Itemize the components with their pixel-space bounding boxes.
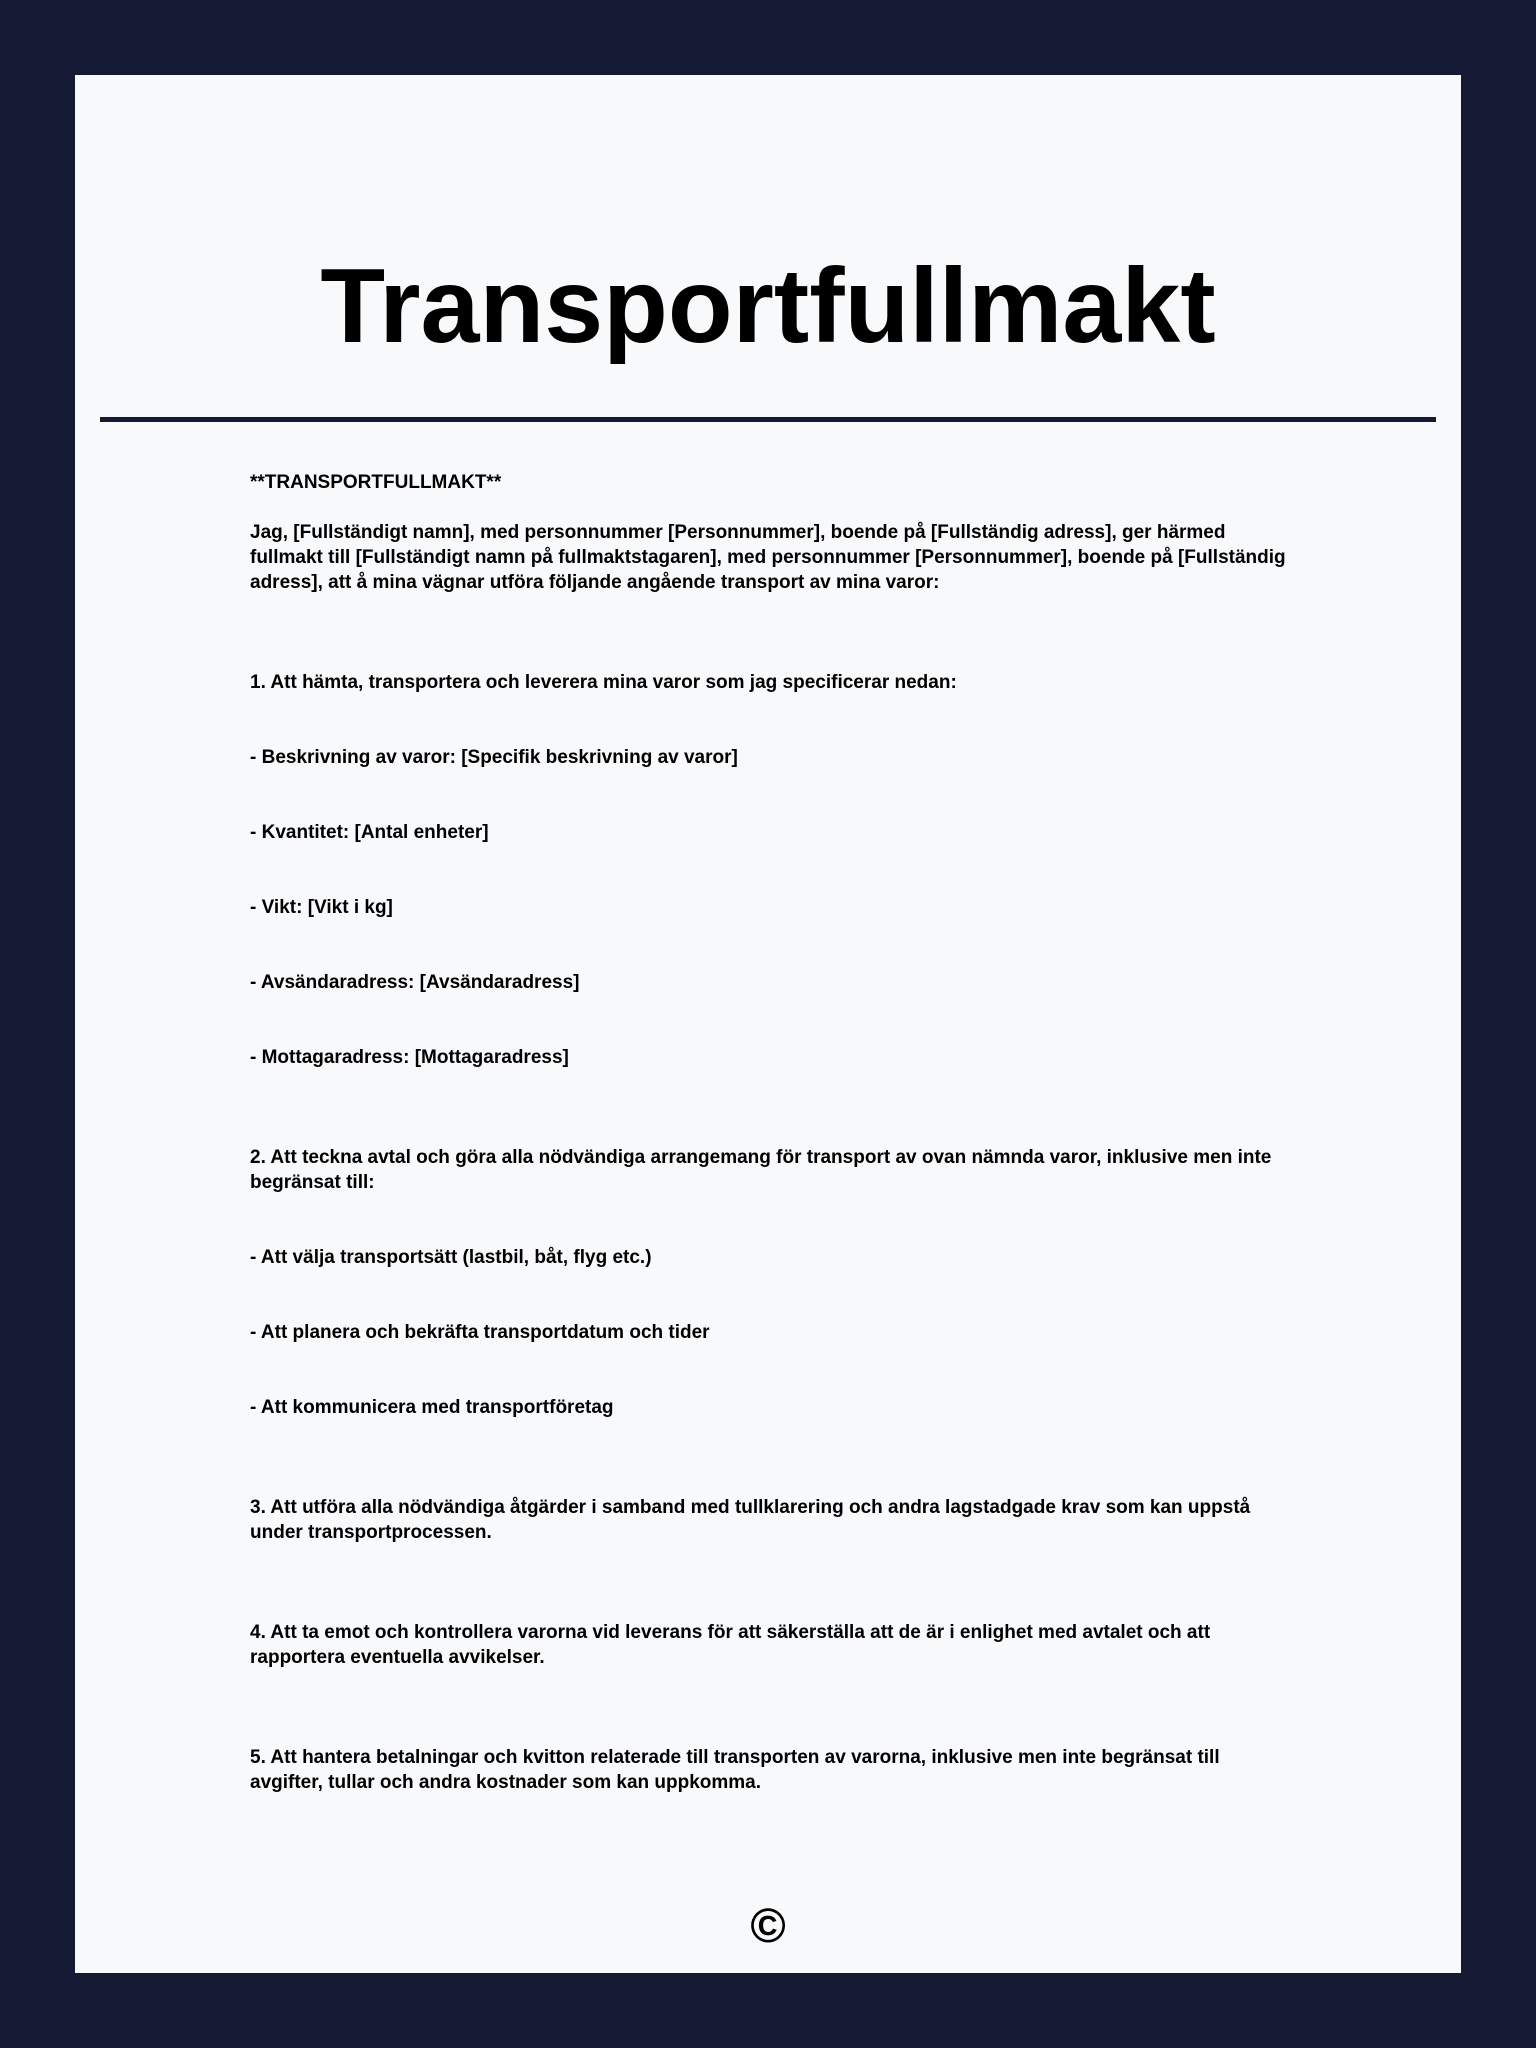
item-5: 5. Att hantera betalningar och kvitton relaterade till transporten av varorna, inklusive men inte begränsat till avgifter, tullar och andra kostnader som kan uppkomma. <box>250 1747 1220 1793</box>
item-3: 3. Att utföra alla nödvändiga åtgärder i samband med tullklarering och andra lagstadgade krav som kan uppstå under transportprocessen. <box>250 1497 1251 1543</box>
title-divider <box>100 417 1436 422</box>
item-1-detail: - Beskrivning av varor: [Specifik beskrivning av varor] <box>250 747 738 768</box>
item-1-detail: - Mottagaradress: [Mottagaradress] <box>250 1047 569 1068</box>
item-2-detail: - Att planera och bekräfta transportdatum och tider <box>250 1322 710 1343</box>
copyright-icon: © <box>750 1900 786 1953</box>
item-1: 1. Att hämta, transportera och leverera mina varor som jag specificerar nedan: <box>250 672 957 693</box>
item-4: 4. Att ta emot och kontrollera varorna vid leverans för att säkerställa att de är i enlighet med avtalet och att rapportera eventuella avvikelser. <box>250 1622 1211 1668</box>
item-2-detail: - Att kommunicera med transportföretag <box>250 1397 614 1418</box>
item-1-detail: - Avsändaradress: [Avsändaradress] <box>250 972 580 993</box>
document-heading: **TRANSPORTFULLMAKT** <box>250 472 502 493</box>
item-2: 2. Att teckna avtal och göra alla nödvändiga arrangemang för transport av ovan nämnda varor, inklusive men inte begränsat till: <box>250 1147 1272 1193</box>
document-title: Transportfullmakt <box>320 247 1216 365</box>
document-page <box>75 75 1461 1973</box>
item-1-detail: - Vikt: [Vikt i kg] <box>250 897 393 918</box>
item-1-detail: - Kvantitet: [Antal enheter] <box>250 822 489 843</box>
intro-paragraph: Jag, [Fullständigt namn], med personnummer [Personnummer], boende på [Fullständig adress], ger härmed fullmakt till [Fullständigt namn på fullmaktstagaren], med personnummer [Personnummer], boende på [Fullständig adress], att å mina vägnar utföra följande angående transport av mina varor: <box>250 522 1286 593</box>
item-2-detail: - Att välja transportsätt (lastbil, båt, flyg etc.) <box>250 1247 652 1268</box>
